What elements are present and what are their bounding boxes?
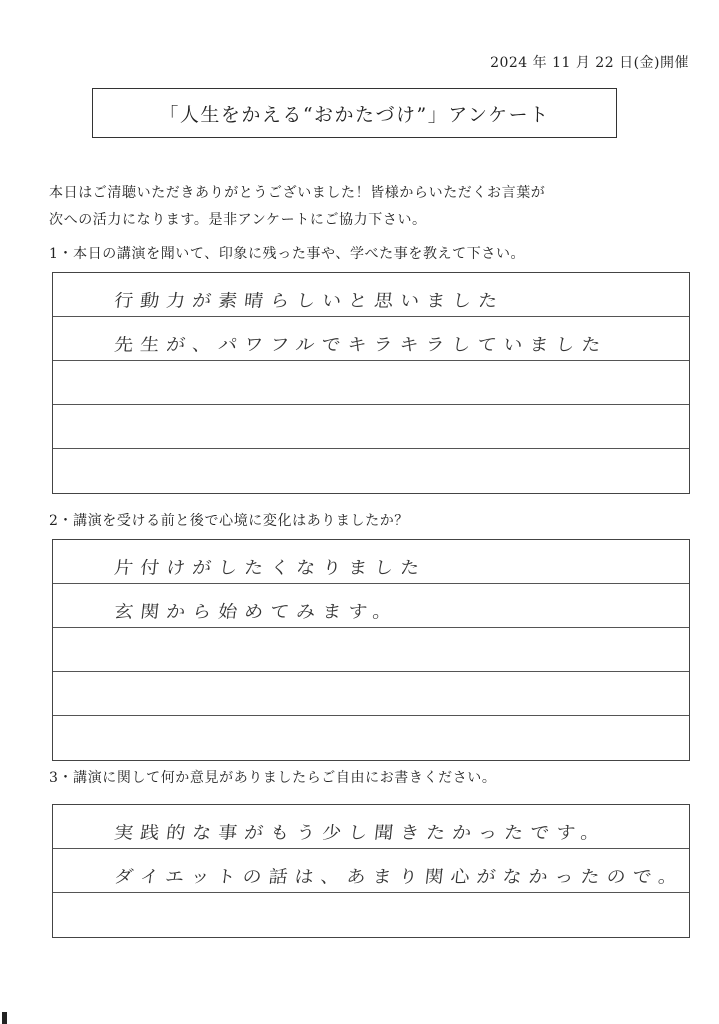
handwritten-answer: ダイエットの話は、あまり関心がなかったので。 xyxy=(113,866,686,888)
answer-line xyxy=(53,405,689,449)
handwritten-answer: 実践的な事がもう少し聞きたかったです。 xyxy=(113,822,608,844)
answer-line xyxy=(53,540,689,584)
answer-line xyxy=(53,805,689,849)
answer-line xyxy=(53,273,689,317)
answer-box-1 xyxy=(52,272,690,494)
answer-line xyxy=(53,584,689,628)
question-1-label: 1・本日の講演を聞いて、印象に残った事や、学べた事を教えて下さい。 xyxy=(49,246,526,262)
answer-line xyxy=(53,317,689,361)
answer-line xyxy=(53,449,689,493)
survey-title: 「人生をかえる“おかたづけ”」アンケート xyxy=(92,88,617,138)
intro-text xyxy=(49,180,679,234)
handwritten-answer: 玄関から始めてみます。 xyxy=(113,601,400,623)
answer-line xyxy=(53,628,689,672)
answer-box-3 xyxy=(52,804,690,938)
intro-line-2: 次への活力になります。是非アンケートにご協力下さい。 xyxy=(49,212,427,228)
answer-line xyxy=(53,893,689,937)
handwritten-answer: 片付けがしたくなりました xyxy=(113,557,428,579)
event-date: 2024 年 11 月 22 日(金)開催 xyxy=(490,55,689,71)
answer-line xyxy=(53,672,689,716)
answer-line xyxy=(53,361,689,405)
handwritten-answer: 先生が、パワフルでキラキラしていました xyxy=(113,334,609,356)
intro-line-1: 本日はご清聴いただきありがとうございました！皆様からいただくお言葉が xyxy=(49,185,546,201)
question-3-label: 3・講演に関して何か意見がありましたらご自由にお書きください。 xyxy=(49,770,497,786)
question-2-label: 2・講演を受ける前と後で心境に変化はありましたか？ xyxy=(49,513,409,529)
scan-mark xyxy=(2,1012,7,1024)
answer-box-2 xyxy=(52,539,690,761)
answer-line xyxy=(53,716,689,760)
handwritten-answer: 行動力が素晴らしいと思いました xyxy=(113,290,506,312)
answer-line xyxy=(53,849,689,893)
